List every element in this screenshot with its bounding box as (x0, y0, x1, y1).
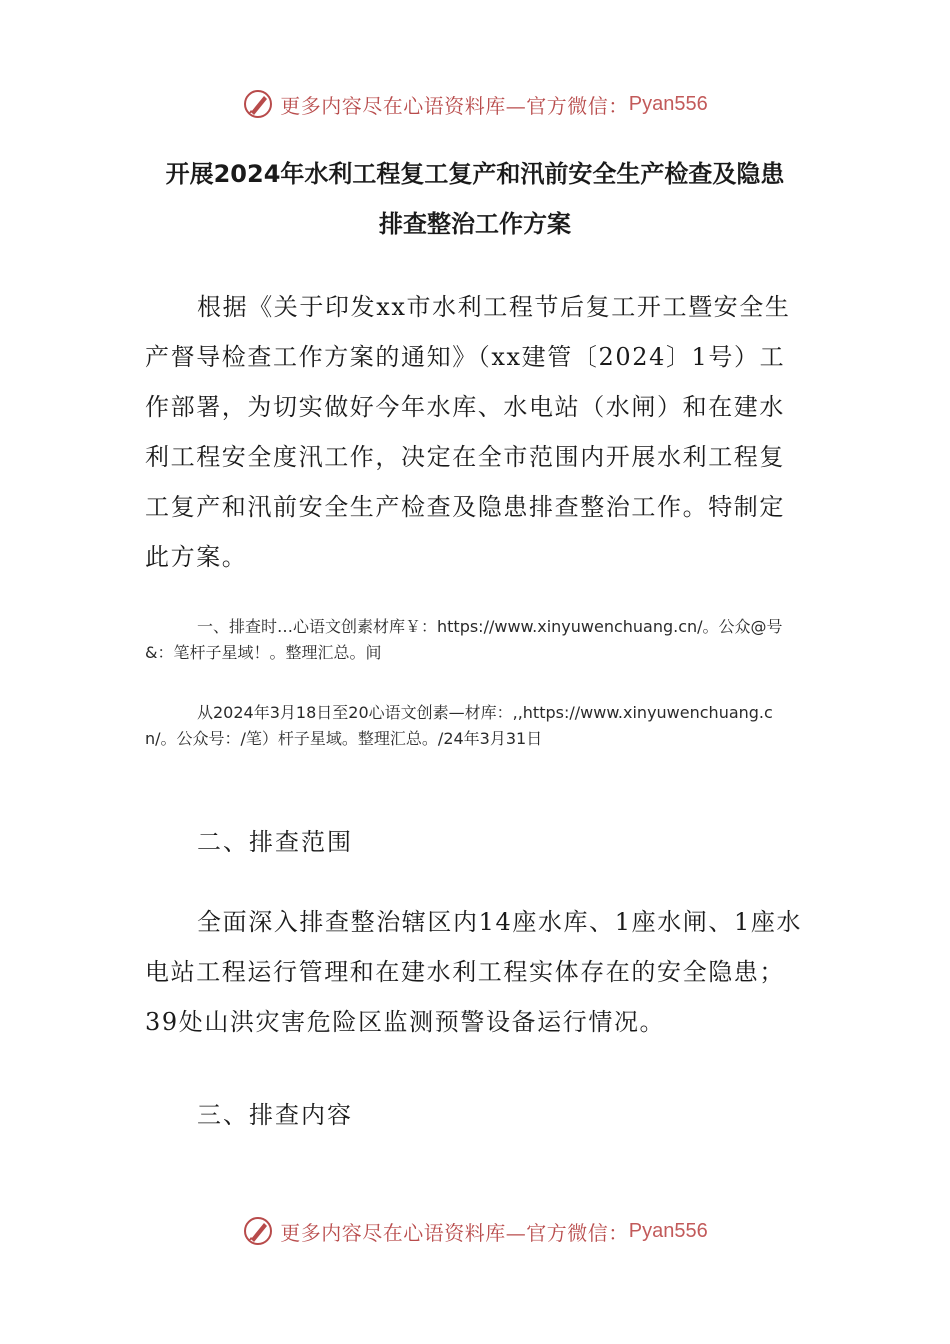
section2-body (145, 897, 805, 1047)
intro-text: 根据《关于印发xx市水利工程节后复工开工暨安全生产督导检查工作方案的通知》（xx建管〔2024〕1号）工作部署，为切实做好今年水库、水电站（水闸）和在建水利工程安全度汛工作，决定在全市范围内开展水利工程复工复产和汛前安全生产检查及隐患排查整治工作。特制定此方案。 (145, 293, 791, 571)
footer-watermark-banner (0, 1211, 950, 1251)
section1-body-text: 从2024年3月18日至20心语文创素—材库：,,https://www.xinyuwenchuang.cn/。公众号：/笔）杆子星域。整理汇总。/24年3月31日 (145, 703, 773, 748)
watermark-handle: Pyan556 (628, 1219, 708, 1242)
section2-body-text: 全面深入排查整治辖区内14座水库、1座水闸、1座水电站工程运行管理和在建水利工程实体存在的安全隐患；39处山洪灾害危险区监测预警设备运行情况。 (145, 908, 803, 1036)
section1-body-line (145, 700, 800, 752)
document-title-line-1: 开展2024年水利工程复工复产和汛前安全生产检查及隐患 (165, 160, 785, 188)
intro-paragraph (145, 282, 805, 582)
header-watermark-banner (0, 84, 950, 124)
watermark-handle: Pyan556 (628, 92, 708, 115)
document-title-line-2: 排查整治工作方案 (379, 210, 571, 238)
quill-pen-logo-icon (242, 1215, 274, 1247)
section3-heading: 三、排查内容 (197, 1101, 353, 1129)
watermark-text: 更多内容尽在心语资料库—官方微信： (280, 1220, 629, 1245)
watermark-text: 更多内容尽在心语资料库—官方微信： (280, 93, 629, 118)
quill-pen-logo-icon (242, 88, 274, 120)
section1-heading-text: 一、排查时…心语文创素材库￥：https://www.xinyuwenchuang.cn/。公众@号&：笔杆子星域！。整理汇总。间 (145, 617, 783, 662)
section2-heading: 二、排查范围 (197, 828, 353, 856)
section1-heading-line (145, 614, 800, 666)
